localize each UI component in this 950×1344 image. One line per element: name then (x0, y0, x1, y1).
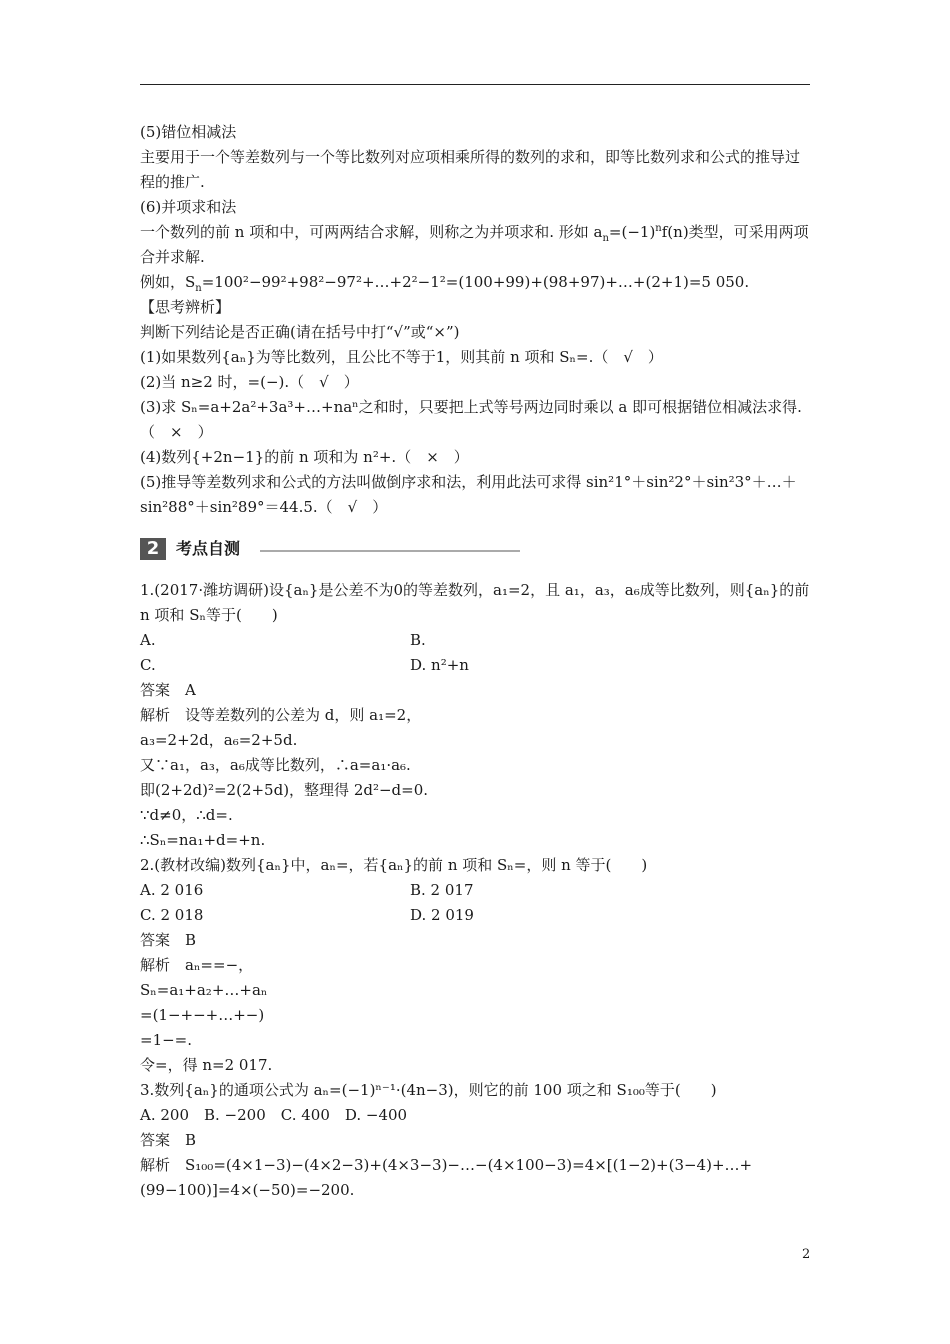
q1-analysis-line: 即(2+2d)²=2(2+5d)，整理得 2d²−d=0. (140, 781, 429, 799)
q2-option-d: D. 2 019 (410, 906, 474, 924)
page-number: 2 (802, 1247, 811, 1262)
section-header (140, 534, 812, 570)
think-item-4: (4)数列{+2n−1}的前 n 项和为 n²+.（ × ） (140, 448, 469, 466)
q2-option-a: A. 2 016 (140, 881, 204, 899)
method5-title: (5)错位相减法 (140, 123, 237, 141)
q2-option-b: B. 2 017 (410, 881, 474, 899)
q1-analysis-line: ∴Sₙ=na₁+d=+n. (140, 831, 266, 849)
method6-title: (6)并项求和法 (140, 198, 237, 216)
q3-analysis: 解析 S₁₀₀=(4×1−3)−(4×2−3)+(4×3−3)−…−(4×100−3)=4×[(1−2)+(3−4)+…+(99−100)]=4×(−50)=−200. (140, 1156, 753, 1199)
q2-stem: 2.(教材改编)数列{aₙ}中，aₙ=，若{aₙ}的前 n 项和 Sₙ=，则 n 等于( ) (140, 856, 648, 874)
q1-option-a: A. (140, 631, 156, 649)
think-intro: 判断下列结论是否正确(请在括号中打“√”或“×”) (140, 323, 460, 341)
document-body (140, 120, 812, 1203)
q3-options: A. 200 B. −200 C. 400 D. −400 (140, 1106, 408, 1124)
q1-stem: 1.(2017·潍坊调研)设{aₙ}是公差不为0的等差数列，a₁=2，且 a₁，a₃，a₆成等比数列，则{aₙ}的前 n 项和 Sₙ等于( ) (140, 581, 810, 624)
q1-analysis-line: 又∵a₁，a₃，a₆成等比数列，∴a=a₁·a₆. (140, 756, 411, 774)
q1-options-row1 (140, 628, 812, 653)
think-item-5: (5)推导等差数列求和公式的方法叫做倒序求和法，利用此法可求得 sin²1°＋sin²2°＋sin²3°＋…＋sin²88°＋sin²89°＝44.5.（ √ ） (140, 473, 797, 516)
q2-answer: 答案 B (140, 931, 197, 949)
q2-option-c: C. 2 018 (140, 906, 204, 924)
q2-analysis-line: Sₙ=a₁+a₂+…+aₙ (140, 981, 268, 999)
method6-example: 例如，$S_n=100^2-99^2+98^2-97^2+\dots+2^2-1^2=(100+99)+(98+97)+\dots+(2+1)=5$ 050. (140, 273, 750, 294)
method6-body: 一个数列的前 n 项和中，可两两结合求解，则称之为并项求和. 形如 $a_n=(-1)^nf(n)$类型，可采用两项合并求解. (140, 223, 809, 266)
q1-analysis-line: 解析 设等差数列的公差为 d，则 a₁=2， (140, 706, 422, 724)
think-item-3: (3)求 Sₙ=a+2a²+3a³+…+naⁿ之和时，只要把上式等号两边同时乘以 a 即可根据错位相减法求得.（ × ） (140, 398, 802, 441)
method5-body: 主要用于一个等差数列与一个等比数列对应项相乘所得的数列的求和，即等比数列求和公式的推导过程的推广. (140, 148, 801, 191)
q1-option-c: C. (140, 656, 156, 674)
q2-options-row1 (140, 878, 812, 903)
think-header: 【思考辨析】 (140, 298, 231, 316)
think-item-2: (2)当 n≥2 时，=(−).（ √ ） (140, 373, 359, 391)
q2-analysis-line: =(1−+−+…+−) (140, 1006, 265, 1024)
think-item-1: (1)如果数列{aₙ}为等比数列，且公比不等于1，则其前 n 项和 Sₙ=.（ √ ） (140, 348, 663, 366)
q1-option-b: B. (410, 631, 426, 649)
section-title: 考点自测 (176, 539, 241, 558)
q2-analysis-line: 令=，得 n=2 017. (140, 1056, 273, 1074)
q2-options-row2 (140, 903, 812, 928)
q1-analysis-line: a₃=2+2d，a₆=2+5d. (140, 731, 298, 749)
q2-analysis-line: =1−=. (140, 1031, 193, 1049)
q1-answer: 答案 A (140, 681, 196, 699)
header-rule (140, 84, 810, 85)
section-rule (260, 550, 520, 552)
q1-options-row2 (140, 653, 812, 678)
q2-analysis-line: 解析 aₙ==−， (140, 956, 254, 974)
q3-answer: 答案 B (140, 1131, 197, 1149)
q3-stem: 3.数列{aₙ}的通项公式为 aₙ=(−1)ⁿ⁻¹·(4n−3)，则它的前 100 项之和 S₁₀₀等于( ) (140, 1081, 717, 1099)
section-number: 2 (140, 538, 166, 560)
q1-option-d: D. n²+n (410, 656, 469, 674)
q1-analysis-line: ∵d≠0，∴d=. (140, 806, 233, 824)
